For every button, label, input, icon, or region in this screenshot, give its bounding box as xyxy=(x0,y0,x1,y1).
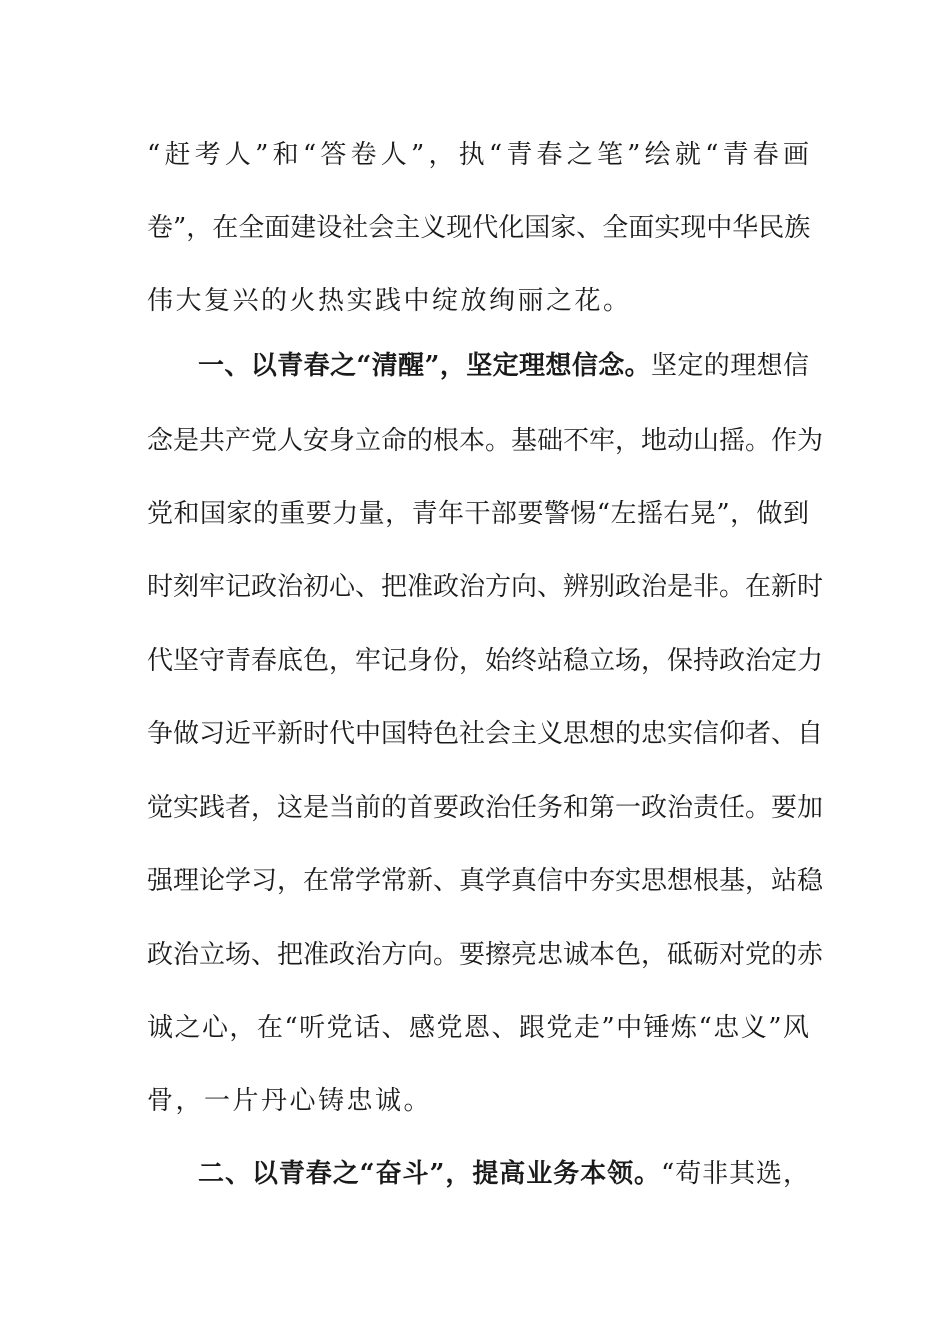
paragraph-line: 争做习近平新时代中国特色社会主义思想的忠实信仰者、自 xyxy=(147,719,824,749)
section-2-lead-text: “苟非其选， xyxy=(660,1159,809,1189)
paragraph-line: 党和国家的重要力量，青年干部要警惕“左摇右晃”，做到 xyxy=(147,499,809,529)
paragraph-line: 伟大复兴的火热实践中绽放绚丽之花。 xyxy=(147,286,632,316)
paragraph-line: 政治立场、把准政治方向。要擦亮忠诚本色，砥砺对党的赤 xyxy=(147,940,824,970)
paragraph-line: 卷”，在全面建设社会主义现代化国家、全面实现中华民族 xyxy=(147,213,811,243)
paragraph-line: 骨，一片丹心铸忠诚。 xyxy=(147,1086,433,1116)
section-2-first-line xyxy=(198,1154,809,1194)
paragraph-line: 觉实践者，这是当前的首要政治任务和第一政治责任。要加 xyxy=(147,793,824,823)
paragraph-line: “赶考人”和“答卷人”，执“青春之笔”绘就“青春画 xyxy=(147,140,809,170)
section-1-heading: 一、以青春之“清醒”，坚定理想信念。 xyxy=(198,351,652,381)
paragraph-line: 念是共产党人安身立命的根本。基础不牢，地动山摇。作为 xyxy=(147,426,824,456)
section-2-heading: 二、以青春之“奋斗”，提高业务本领。 xyxy=(198,1159,661,1189)
paragraph-line: 代坚守青春底色，牢记身份，始终站稳立场，保持政治定力 xyxy=(147,646,824,676)
paragraph-line: 时刻牢记政治初心、把准政治方向、辨别政治是非。在新时 xyxy=(147,572,824,602)
section-1-first-line xyxy=(198,346,809,386)
paragraph-line: 诚之心，在“听党话、感党恩、跟党走”中锤炼“忠义”风 xyxy=(147,1013,809,1043)
section-1-lead-text: 坚定的理想信 xyxy=(651,351,809,381)
paragraph-line: 强理论学习，在常学常新、真学真信中夯实思想根基，站稳 xyxy=(147,866,824,896)
